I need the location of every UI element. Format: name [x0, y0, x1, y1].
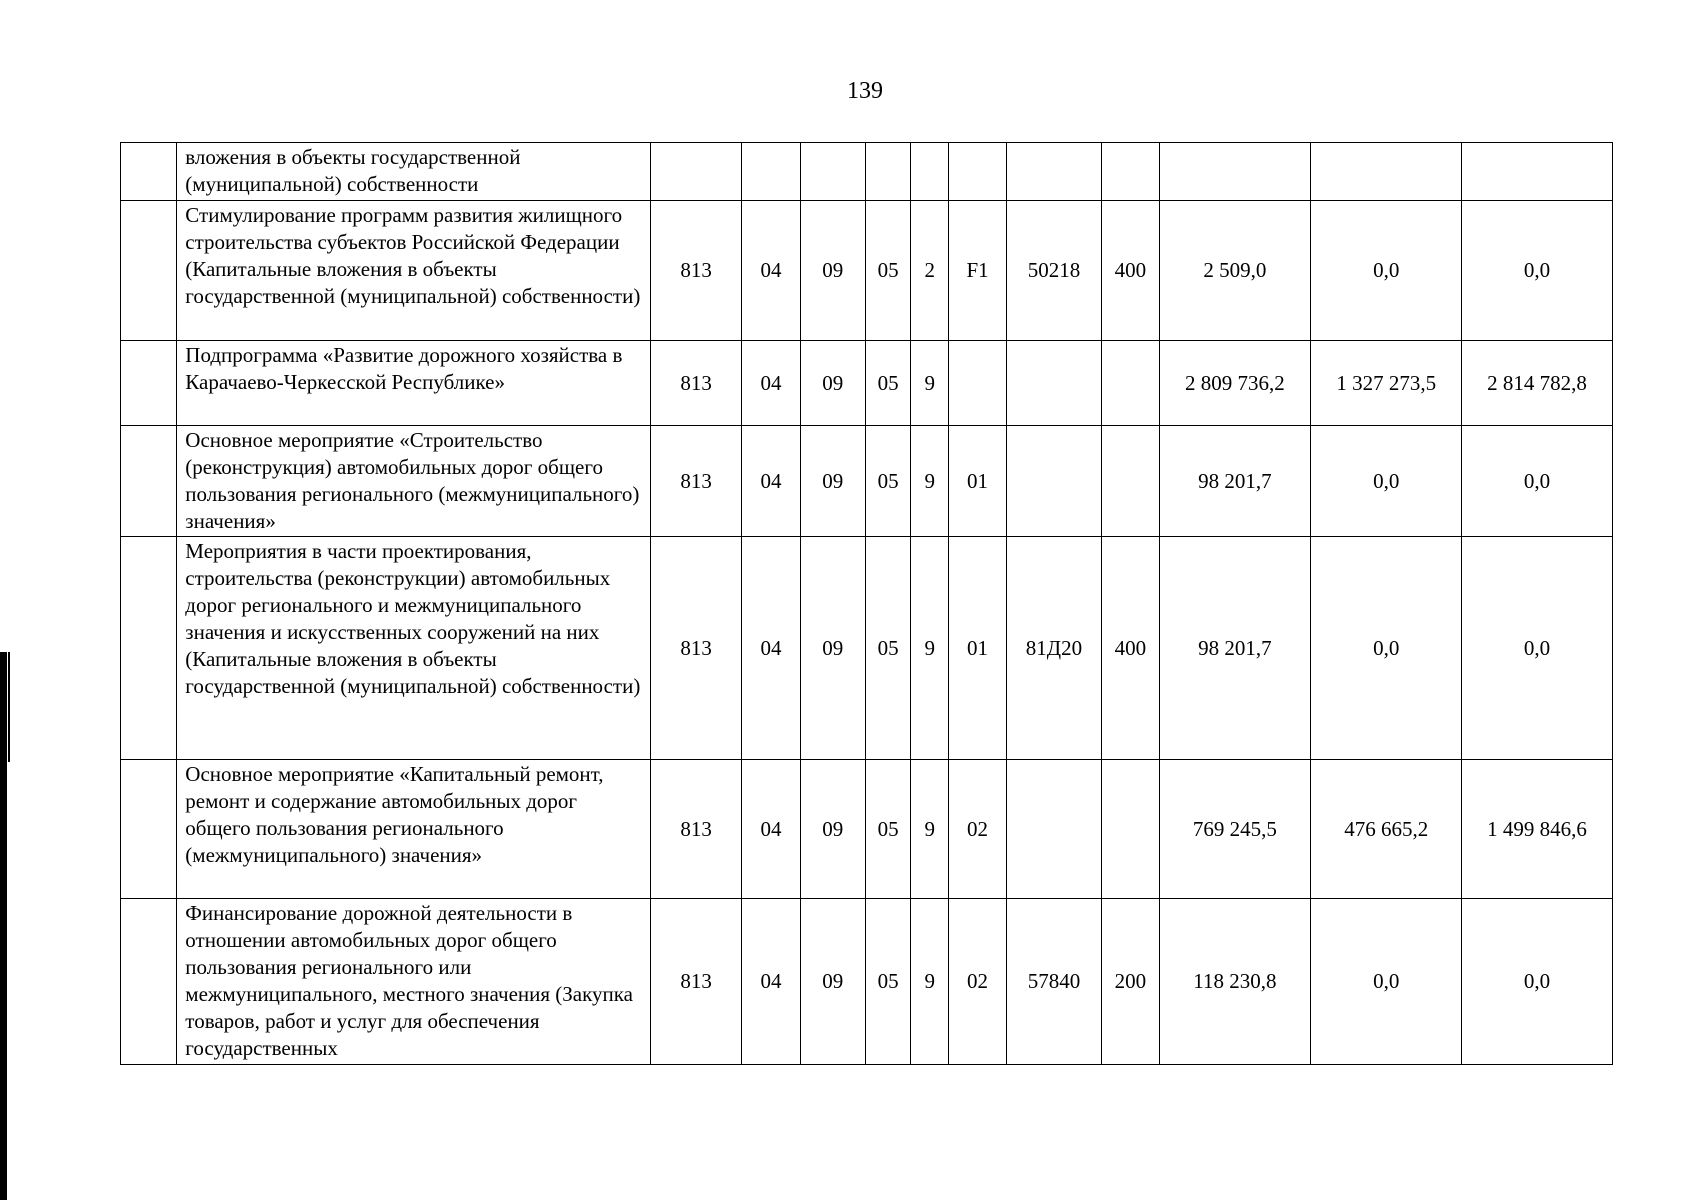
page-number: 139	[847, 78, 883, 104]
description-cell: Основное мероприятие «Капитальный ремонт, ремонт и содержание автомобильных дорог общего пользования регионального (межмуниципального) значения»	[177, 760, 651, 899]
amount-year1-cell: 98 201,7	[1159, 537, 1311, 760]
expense-type-cell: 400	[1102, 537, 1159, 760]
activity-code-cell: 02	[949, 760, 1006, 899]
program-code-cell: 05	[865, 899, 910, 1065]
subsection-code-cell	[800, 143, 865, 201]
section-code-cell	[742, 143, 800, 201]
ministry-code-cell: 813	[650, 760, 741, 899]
row-number-cell	[121, 201, 177, 341]
amount-year2-cell	[1311, 143, 1462, 201]
table-row	[121, 201, 1613, 341]
ministry-code-cell: 813	[650, 341, 741, 426]
row-number-cell	[121, 537, 177, 760]
activity-code-cell: F1	[949, 201, 1006, 341]
program-code-cell: 05	[865, 201, 910, 341]
scan-edge-mark	[0, 652, 7, 1200]
expense-type-cell	[1102, 341, 1159, 426]
activity-code-cell: 01	[949, 537, 1006, 760]
direction-code-cell	[1006, 426, 1102, 537]
section-code-cell: 04	[742, 201, 800, 341]
expense-type-cell: 400	[1102, 201, 1159, 341]
amount-year1-cell	[1159, 143, 1311, 201]
activity-code-cell: 02	[949, 899, 1006, 1065]
ministry-code-cell: 813	[650, 899, 741, 1065]
table-row	[121, 143, 1613, 201]
subprogram-code-cell: 9	[911, 760, 949, 899]
activity-code-cell: 01	[949, 426, 1006, 537]
ministry-code-cell: 813	[650, 426, 741, 537]
amount-year3-cell: 0,0	[1462, 201, 1613, 341]
direction-code-cell	[1006, 760, 1102, 899]
amount-year3-cell	[1462, 143, 1613, 201]
direction-code-cell	[1006, 143, 1102, 201]
ministry-code-cell: 813	[650, 537, 741, 760]
direction-code-cell: 57840	[1006, 899, 1102, 1065]
amount-year1-cell: 98 201,7	[1159, 426, 1311, 537]
amount-year1-cell: 2 809 736,2	[1159, 341, 1311, 426]
expense-type-cell	[1102, 426, 1159, 537]
amount-year2-cell: 0,0	[1311, 537, 1462, 760]
program-code-cell: 05	[865, 426, 910, 537]
description-cell: вложения в объекты государственной (муниципальной) собственности	[177, 143, 651, 201]
table-row	[121, 341, 1613, 426]
amount-year3-cell: 0,0	[1462, 899, 1613, 1065]
budget-table	[120, 142, 1613, 1065]
direction-code-cell: 50218	[1006, 201, 1102, 341]
description-cell: Подпрограмма «Развитие дорожного хозяйства в Карачаево-Черкесской Республике»	[177, 341, 651, 426]
amount-year2-cell: 0,0	[1311, 201, 1462, 341]
description-cell: Финансирование дорожной деятельности в отношении автомобильных дорог общего пользования регионального или межмуниципального, местного значения (Закупка товаров, работ и услуг для обеспечения государственных	[177, 899, 651, 1065]
program-code-cell	[865, 143, 910, 201]
ministry-code-cell: 813	[650, 201, 741, 341]
expense-type-cell	[1102, 143, 1159, 201]
ministry-code-cell	[650, 143, 741, 201]
amount-year3-cell: 1 499 846,6	[1462, 760, 1613, 899]
section-code-cell: 04	[742, 426, 800, 537]
description-cell: Стимулирование программ развития жилищного строительства субъектов Российской Федерации (Капитальные вложения в объекты государственной (муниципальной) собственности)	[177, 201, 651, 341]
section-code-cell: 04	[742, 899, 800, 1065]
row-number-cell	[121, 899, 177, 1065]
amount-year2-cell: 0,0	[1311, 899, 1462, 1065]
subsection-code-cell: 09	[800, 537, 865, 760]
subsection-code-cell: 09	[800, 341, 865, 426]
program-code-cell: 05	[865, 760, 910, 899]
subsection-code-cell: 09	[800, 201, 865, 341]
row-number-cell	[121, 341, 177, 426]
expense-type-cell: 200	[1102, 899, 1159, 1065]
subprogram-code-cell: 9	[911, 426, 949, 537]
table-row	[121, 537, 1613, 760]
amount-year3-cell: 0,0	[1462, 426, 1613, 537]
amount-year1-cell: 2 509,0	[1159, 201, 1311, 341]
subsection-code-cell: 09	[800, 426, 865, 537]
row-number-cell	[121, 143, 177, 201]
expense-type-cell	[1102, 760, 1159, 899]
description-cell: Мероприятия в части проектирования, строительства (реконструкции) автомобильных дорог регионального и межмуниципального значения и искусственных сооружений на них (Капитальные вложения в объекты государственной (муниципальной) собственности)	[177, 537, 651, 760]
amount-year2-cell: 476 665,2	[1311, 760, 1462, 899]
amount-year3-cell: 2 814 782,8	[1462, 341, 1613, 426]
program-code-cell: 05	[865, 537, 910, 760]
subprogram-code-cell	[911, 143, 949, 201]
activity-code-cell	[949, 341, 1006, 426]
subsection-code-cell: 09	[800, 899, 865, 1065]
activity-code-cell	[949, 143, 1006, 201]
subprogram-code-cell: 9	[911, 537, 949, 760]
direction-code-cell	[1006, 341, 1102, 426]
subprogram-code-cell: 9	[911, 899, 949, 1065]
subprogram-code-cell: 2	[911, 201, 949, 341]
amount-year2-cell: 0,0	[1311, 426, 1462, 537]
description-cell: Основное мероприятие «Строительство (реконструкция) автомобильных дорог общего пользования регионального (межмуниципального) значения»	[177, 426, 651, 537]
amount-year3-cell: 0,0	[1462, 537, 1613, 760]
table-row	[121, 899, 1613, 1065]
section-code-cell: 04	[742, 537, 800, 760]
subsection-code-cell: 09	[800, 760, 865, 899]
scan-edge-mark-thin	[8, 652, 10, 762]
subprogram-code-cell: 9	[911, 341, 949, 426]
amount-year1-cell: 118 230,8	[1159, 899, 1311, 1065]
section-code-cell: 04	[742, 341, 800, 426]
table-row	[121, 760, 1613, 899]
amount-year2-cell: 1 327 273,5	[1311, 341, 1462, 426]
row-number-cell	[121, 426, 177, 537]
direction-code-cell: 81Д20	[1006, 537, 1102, 760]
section-code-cell: 04	[742, 760, 800, 899]
table-row	[121, 426, 1613, 537]
program-code-cell: 05	[865, 341, 910, 426]
amount-year1-cell: 769 245,5	[1159, 760, 1311, 899]
row-number-cell	[121, 760, 177, 899]
